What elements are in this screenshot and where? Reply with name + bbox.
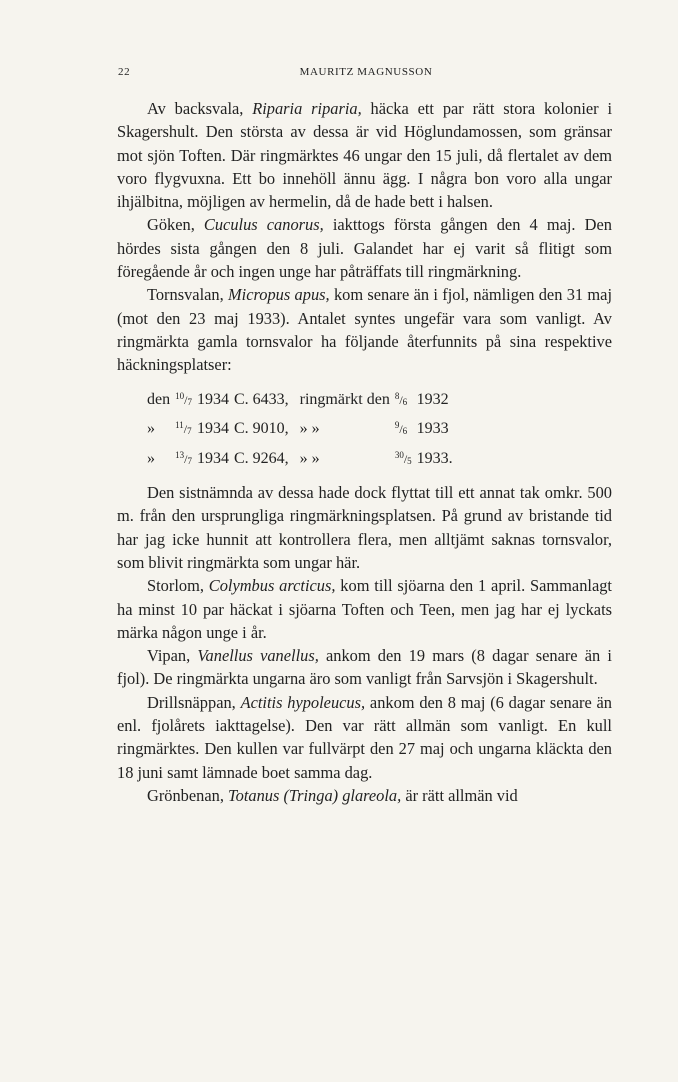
marked-label: ringmärkt den	[299, 390, 390, 408]
species-name: Micropus apus,	[228, 285, 330, 305]
paragraph-storlom: Storlom, Colymbus arcticus, kom till sjöarna den 1 april. Sammanlagt ha minst 10 par häckat i sjöarna Toften och Teen, men jag har ej lyckats märka någon unge i år.	[117, 576, 612, 642]
found-date: $^{10}/_7$	[175, 390, 192, 407]
marked-date: $^9/_6$	[394, 420, 408, 437]
marked-date: $^8/_6$	[394, 390, 408, 407]
row-prefix: »	[147, 420, 155, 438]
ring-number: C. 9264,	[233, 449, 289, 467]
found-year: 1934	[196, 449, 229, 467]
paragraph-sistnamnda: Den sistnämnda av dessa hade dock flyttat till ett annat tak omkr. 500 m. från den ursprungliga ringmärkningsplatsen. På grund av bristande tid har jag icke hunnit att kontrollera flera, men alltjämt saknas tornsvalor, som blivit ringmärkta som ungar här.	[117, 483, 612, 572]
marked-label: » »	[299, 420, 320, 438]
running-title: MAURITZ MAGNUSSON	[299, 66, 433, 78]
species-name: Totanus (Tringa) glareola,	[228, 785, 402, 805]
row-prefix: den	[147, 390, 171, 408]
marked-date: $^{30}/_5$	[394, 449, 412, 466]
found-date: $^{13}/_7$	[175, 449, 192, 466]
paragraph-goken: Göken, Cuculus canorus, iakttogs första gången den 4 maj. Den hördes sista gången den 8 juli. Galandet har ej varit så flitigt som föregående år och ingen unge har påträffats till ringmärkning.	[117, 215, 612, 282]
ring-number: C. 6433,	[233, 390, 289, 408]
species-name: Actitis hypoleucus,	[240, 692, 366, 712]
paragraph-drillsnappan: Drillsnäppan, Actitis hypoleucus, ankom den 8 maj (6 dagar senare än enl. fjolårets iakttagelse). Den var rätt allmän som vanligt. En kull ringmärktes. Den kullen var fullvärpt den 27 maj och ungarna kläckta den 18 juni samt lämnade boet samma dag.	[117, 692, 612, 782]
recovery-row	[147, 385, 458, 415]
found-year: 1934	[196, 420, 229, 438]
marked-label: » »	[299, 449, 320, 467]
found-date: $^{11}/_7$	[175, 420, 192, 437]
species-name: Riparia riparia,	[252, 99, 362, 118]
species-name: Vanellus vanellus,	[197, 646, 319, 666]
marked-year: 1933.	[416, 449, 453, 467]
paragraph-backsvala: Av backsvala, Riparia riparia, häcka ett par rätt stora kolonier i Skagershult. Den största av dessa är vid Höglundamossen, som gränsar mot sjön Toften. Där ringmärktes 46 ungar den 15 juli, då flertalet av dem voro flygvuxna. Ett bo innehöll ännu ägg. I några bon voro alla ungar ihjälbitna, möjligen av hermelin, då de hade bett i halsen.	[117, 99, 612, 212]
paragraph-gronbenan: Grönbenan, Totanus (Tringa) glareola, är rätt allmän vid	[147, 785, 518, 805]
recovery-row	[147, 444, 458, 474]
paragraph-tornsvalan: Tornsvalan, Micropus apus, kom senare än i fjol, nämligen den 31 maj (mot den 23 maj 1933). Antalet syntes ungefär vara som vanligt. Av ringmärkta gamla tornsvalor ha följande återfunnits på sina respektive häckningsplatser:	[117, 285, 612, 375]
body-text	[117, 97, 612, 807]
found-year: 1934	[196, 390, 229, 408]
row-prefix: »	[147, 449, 155, 467]
species-name: Colymbus arcticus,	[208, 576, 336, 596]
ring-number: C. 9010,	[233, 420, 289, 438]
recovery-table	[147, 385, 458, 474]
marked-year: 1933	[416, 420, 449, 438]
recovery-row	[147, 414, 458, 444]
page-number: 22	[118, 66, 131, 78]
marked-year: 1932	[416, 390, 449, 408]
species-name: Cuculus canorus,	[203, 215, 324, 235]
paragraph-vipan: Vipan, Vanellus vanellus, ankom den 19 mars (8 dagar senare än i fjol). De ringmärkta ungarna äro som vanligt från Sarvsjön i Skagershult.	[117, 646, 612, 689]
